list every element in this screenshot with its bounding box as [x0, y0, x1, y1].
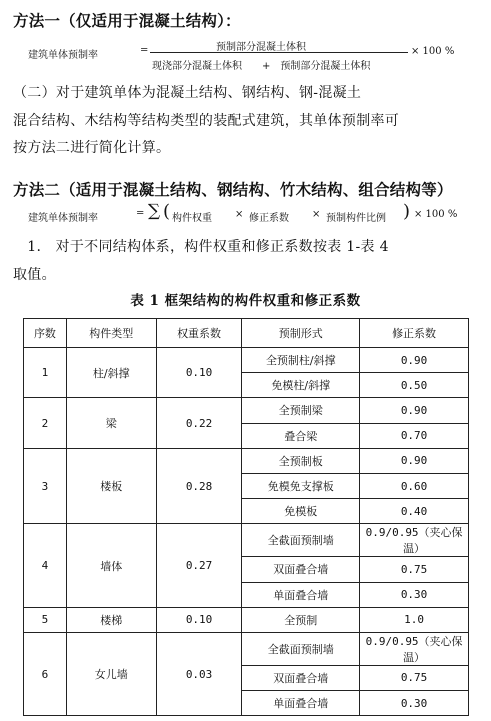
- cell-prefab-form: 单面叠合墙: [242, 691, 360, 716]
- cell-prefab-form: 全预制: [242, 607, 360, 632]
- cell-prefab-form: 全预制板: [242, 448, 360, 473]
- cell-weight: 0.27: [156, 524, 242, 607]
- formula1-denominator: 现浇部分混凝土体积 + 预制部分混凝土体积: [152, 61, 371, 72]
- cell-member-type: 墙体: [66, 524, 156, 607]
- table-row: [24, 398, 469, 423]
- cell-correction: 1.0: [360, 607, 469, 632]
- paragraph-3-line: 1. 对于不同结构体系，构件权重和修正系数按表 1-表 4: [13, 239, 389, 255]
- header-weight: 权重系数: [156, 319, 242, 348]
- formula2-times: ×: [235, 209, 244, 220]
- cell-correction: 0.75: [360, 665, 469, 690]
- formula1-equals: =: [140, 45, 149, 56]
- cell-prefab-form: 免模柱/斜撑: [242, 373, 360, 398]
- header-member-type: 构件类型: [66, 319, 156, 348]
- cell-prefab-form: 全预制梁: [242, 398, 360, 423]
- cell-prefab-form: 双面叠合墙: [242, 665, 360, 690]
- cell-prefab-form: 全预制柱/斜撑: [242, 348, 360, 373]
- cell-serial: 1: [24, 348, 67, 398]
- cell-correction: 0.70: [360, 423, 469, 448]
- cell-weight: 0.28: [156, 448, 242, 524]
- table-row: [24, 348, 469, 373]
- cell-prefab-form: 双面叠合墙: [242, 557, 360, 582]
- table-title: 表 1 框架结构的构件权重和修正系数: [130, 293, 361, 309]
- cell-prefab-form: 免模板: [242, 499, 360, 524]
- cell-correction: 0.9/0.95（夹心保温）: [360, 524, 469, 557]
- formula2-label: 建筑单体预制率: [28, 213, 98, 224]
- cell-correction: 0.9/0.95（夹心保温）: [360, 632, 469, 665]
- table-header-row: [24, 319, 469, 348]
- cell-correction: 0.30: [360, 691, 469, 716]
- table-row: [24, 448, 469, 473]
- cell-weight: 0.03: [156, 632, 242, 715]
- cell-correction: 0.60: [360, 473, 469, 498]
- formula2-term-weight: 构件权重: [172, 213, 212, 224]
- paragraph-2-line: （二）对于建筑单体为混凝土结构、钢结构、钢-混凝土: [13, 85, 362, 101]
- formula2-equals: =: [136, 208, 145, 219]
- cell-weight: 0.10: [156, 607, 242, 632]
- method1-heading: 方法一（仅适用于混凝土结构）：: [13, 11, 241, 30]
- header-correction: 修正系数: [360, 319, 469, 348]
- cell-correction: 0.30: [360, 582, 469, 607]
- cell-weight: 0.22: [156, 398, 242, 448]
- cell-serial: 3: [24, 448, 67, 524]
- table-row: [24, 524, 469, 557]
- cell-serial: 6: [24, 632, 67, 715]
- formula1-times-100: × 100 %: [411, 46, 455, 57]
- cell-correction: 0.75: [360, 557, 469, 582]
- cell-prefab-form: 叠合梁: [242, 423, 360, 448]
- cell-prefab-form: 全截面预制墙: [242, 524, 360, 557]
- formula2-close-paren: ): [403, 201, 411, 222]
- formula2-times-100: × 100 %: [414, 209, 458, 220]
- cell-serial: 4: [24, 524, 67, 607]
- header-serial: 序数: [24, 319, 67, 348]
- cell-correction: 0.50: [360, 373, 469, 398]
- cell-correction: 0.40: [360, 499, 469, 524]
- formula1-label: 建筑单体预制率: [28, 50, 98, 61]
- formula2-term-ratio: 预制构件比例: [326, 213, 386, 224]
- cell-correction: 0.90: [360, 398, 469, 423]
- cell-weight: 0.10: [156, 348, 242, 398]
- table-row: [24, 632, 469, 665]
- cell-serial: 2: [24, 398, 67, 448]
- cell-member-type: 楼梯: [66, 607, 156, 632]
- paragraph-2: [13, 80, 479, 163]
- paragraph-2-line: 按方法二进行简化计算。: [13, 140, 171, 156]
- cell-correction: 0.90: [360, 448, 469, 473]
- cell-member-type: 楼板: [66, 448, 156, 524]
- cell-prefab-form: 全截面预制墙: [242, 632, 360, 665]
- formula2-open-paren: (: [163, 201, 171, 222]
- paragraph-2-line: 混合结构、木结构等结构类型的装配式建筑，其单体预制率可: [13, 112, 400, 129]
- header-prefab-form: 预制形式: [242, 319, 360, 348]
- paragraph-3: [13, 234, 479, 289]
- formula2-sum-symbol: ∑: [148, 201, 161, 221]
- paragraph-3-line: 取值。: [13, 266, 56, 283]
- cell-member-type: 梁: [66, 398, 156, 448]
- formula1-fraction-bar: [150, 52, 408, 53]
- cell-member-type: 柱/斜撑: [66, 348, 156, 398]
- formula2-term-correction: 修正系数: [249, 213, 289, 224]
- cell-member-type: 女儿墙: [66, 632, 156, 715]
- method2-heading: 方法二（适用于混凝土结构、钢结构、竹木结构、组合结构等）: [13, 180, 453, 199]
- cell-serial: 5: [24, 607, 67, 632]
- cell-correction: 0.90: [360, 348, 469, 373]
- cell-prefab-form: 单面叠合墙: [242, 582, 360, 607]
- formula2-times: ×: [312, 209, 321, 220]
- table-row: [24, 607, 469, 632]
- weight-coefficient-table: [23, 318, 469, 716]
- formula1-numerator: 预制部分混凝土体积: [216, 42, 306, 53]
- cell-prefab-form: 免模免支撑板: [242, 473, 360, 498]
